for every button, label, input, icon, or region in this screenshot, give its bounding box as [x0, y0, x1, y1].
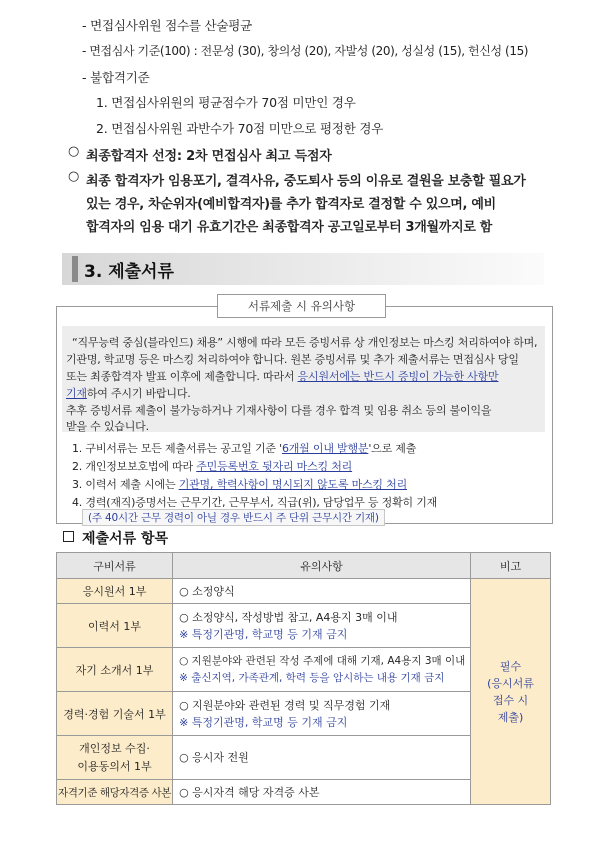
- document-name: 경력·경험 기술서 1부: [57, 692, 173, 736]
- section-title: 3. 제출서류: [84, 262, 174, 282]
- header-cell-documents: 구비서류: [57, 553, 173, 579]
- reserve-text-line-3: 합격자의 임용 대기 유효기간은 최종합격자 공고일로부터 3개월까지로 함: [86, 220, 493, 235]
- square-bullet-icon: [63, 531, 74, 542]
- document-notes-text: ○ 응시자격 해당 자격증 사본: [179, 785, 320, 799]
- remark-cell: [471, 579, 551, 805]
- remark-line-4: 제출): [497, 710, 524, 724]
- circle-bullet-icon: ○: [68, 169, 80, 184]
- notice-tab-label: 서류제출 시 유의사항: [217, 294, 386, 318]
- notice-item-3: [72, 476, 407, 492]
- dash-item-average: - 면접심사위원 점수를 산술평균: [82, 18, 253, 33]
- document-notes-text: ○ 소정양식: [179, 584, 235, 598]
- remark-line-3: 접수 시: [492, 693, 529, 707]
- document-notes-text: ○ 응시자 전원: [179, 751, 249, 764]
- notice-item-3-emphasis: 기관명, 학력사항이 명시되지 않도록 마스킹 처리: [178, 478, 408, 491]
- documents-table: [56, 552, 551, 805]
- notice-line-4-text: 하여 주시기 바랍니다.: [86, 387, 191, 400]
- document-notes: [173, 579, 471, 604]
- document-name-line-1: 개인정보 수집·: [79, 741, 150, 755]
- notice-line-3-text: 또는 최종합격자 발표 이후에 제출합니다. 따라서: [66, 370, 298, 383]
- document-name: 이력서 1부: [57, 604, 173, 648]
- document-name: 자격기준 해당자격증 사본: [57, 780, 173, 805]
- document-notes-warning: ※ 특정기관명, 학교명 등 기재 금지: [179, 715, 348, 729]
- document-notes: [173, 780, 471, 805]
- notice-item-4-note: (주 40시간 근무 경력이 아닐 경우 반드시 주 단위 근무시간 기재): [82, 509, 385, 526]
- dash-item-fail-criteria: - 불합격기준: [82, 70, 150, 85]
- documents-title: [63, 528, 168, 548]
- notice-item-1-tail: '으로 제출: [368, 442, 417, 455]
- fail-criterion-1: 1. 면접심사위원의 평균점수가 70점 미만인 경우: [96, 95, 356, 110]
- header-cell-notes: 유의사항: [173, 553, 471, 579]
- table-header-row: [57, 553, 551, 579]
- document-notes: [173, 736, 471, 780]
- notice-item-1-text: 1. 구비서류는 모든 제출서류는 공고일 기준 ': [72, 442, 282, 455]
- document-notes: [173, 648, 471, 692]
- notice-line-4-emphasis: 기재: [66, 387, 87, 400]
- notice-item-3-text: 3. 이력서 제출 시에는: [72, 478, 179, 491]
- document-name-line-2: 이용동의서 1부: [77, 759, 152, 773]
- fail-criterion-2: 2. 면접심사위원 과반수가 70점 미만으로 평정한 경우: [96, 121, 384, 136]
- document-notes: [173, 604, 471, 648]
- notice-paragraph-line-3: [66, 368, 498, 384]
- notice-paragraph-line-1: “직무능력 중심(블라인드) 채용” 시행에 따라 모든 증빙서류 상 개인정보는 마스킹 처리하여야 하며,: [72, 336, 538, 349]
- final-selection-text: 최종합격자 선정: 2차 면접심사 최고 득점자: [86, 149, 332, 164]
- notice-paragraph-line-2: 기관명, 학교명 등은 마스킹 처리하여야 합니다. 원본 증빙서류 및 추가 제출서류는 면접심사 당일: [66, 353, 519, 366]
- document-name: 응시원서 1부: [57, 579, 173, 604]
- notice-paragraph-line-4: [66, 385, 191, 401]
- documents-title-text: 제출서류 항목: [82, 531, 169, 547]
- document-notes: [173, 692, 471, 736]
- remark-line-2: (응시서류: [487, 676, 534, 690]
- document-notes-warning: ※ 특정기관명, 학교명 등 기재 금지: [179, 627, 348, 641]
- document-name: [57, 736, 173, 780]
- reserve-text-line-2: 있는 경우, 차순위자(예비합격자)를 추가 합격자로 결정할 수 있으며, 예비: [86, 197, 496, 212]
- document-notes-text: ○ 지원분야와 관련된 경력 및 직무경험 기재: [179, 698, 391, 712]
- remark-required: 필수: [499, 659, 522, 673]
- notice-item-4: 4. 경력(재직)증명서는 근무기간, 근무부서, 직급(위), 담당업무 등 정확히 기재: [72, 496, 438, 509]
- document-notes-text: ○ 지원분야와 관련된 작성 주제에 대해 기재, A4용지 3매 이내: [179, 654, 466, 667]
- notice-paragraph-line-6: 받을 수 있습니다.: [66, 420, 149, 433]
- document-notes-text: ○ 소정양식, 작성방법 참고, A4용지 3매 이내: [179, 610, 398, 624]
- notice-item-2-text: 2. 개인정보보호법에 따라: [72, 460, 197, 473]
- section-stripe: [72, 256, 78, 282]
- reserve-text-line-1: 최종 합격자가 임용포기, 결격사유, 중도퇴사 등의 이유로 결원을 보충할 필요가: [86, 174, 526, 189]
- notice-line-3-emphasis: 응시원서에는 반드시 증빙이 가능한 사항만: [297, 370, 499, 383]
- notice-item-1: [72, 440, 416, 456]
- notice-item-1-emphasis: 6개월 이내 발행분: [281, 442, 369, 455]
- dash-item-criteria: - 면접심사 기준(100) : 전문성 (30), 창의성 (20), 자발성 (20), 성실성 (15), 헌신성 (15): [82, 44, 529, 58]
- notice-item-2: [72, 458, 352, 474]
- document-notes-warning: ※ 출신지역, 가족관계, 학력 등을 암시하는 내용 기재 금지: [179, 671, 445, 684]
- table-row: [57, 579, 551, 604]
- header-cell-remark: 비고: [471, 553, 551, 579]
- notice-item-2-emphasis: 주민등록번호 뒷자리 마스킹 처리: [196, 460, 353, 473]
- notice-paragraph-line-5: 추후 증빙서류 제출이 불가능하거나 기재사항이 다를 경우 합격 및 임용 취소 등의 불이익을: [66, 404, 492, 417]
- document-name: 자기 소개서 1부: [57, 648, 173, 692]
- section-header: [62, 253, 544, 285]
- circle-bullet-icon: ○: [68, 144, 80, 159]
